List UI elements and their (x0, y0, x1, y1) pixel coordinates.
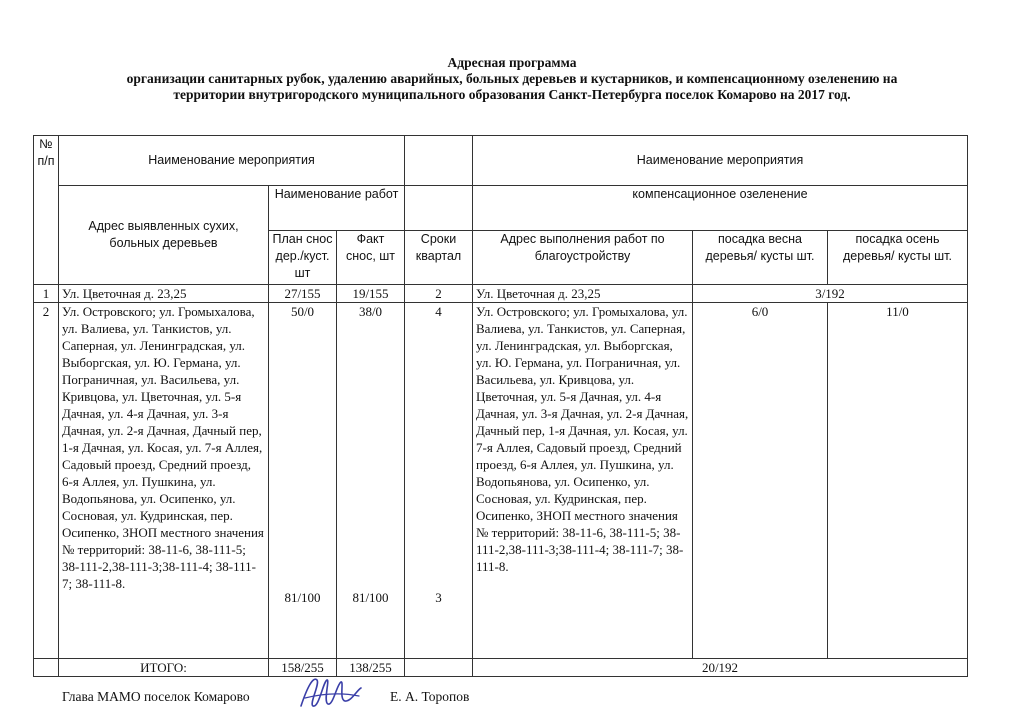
row-term: 2 (405, 285, 473, 303)
row-fact (337, 303, 405, 659)
row-num: 2 (34, 303, 59, 659)
row-plan-bottom: 81/100 (284, 590, 321, 605)
table-row (34, 303, 968, 659)
row-term-bottom: 3 (435, 590, 442, 605)
signature-image (295, 668, 365, 714)
total-fact: 138/255 (337, 659, 405, 677)
row-green: 3/192 (693, 285, 968, 303)
total-blank-2 (405, 659, 473, 677)
header-event-left: Наименование мероприятия (59, 136, 405, 186)
row-address-works: Ул. Цветочная д. 23,25 (473, 285, 693, 303)
title-line-1: Адресная программа (447, 55, 577, 70)
header-autumn: посадка осень деревья/ кусты шт. (828, 231, 968, 285)
header-works-name: Наименование работ (269, 186, 405, 231)
signatory-position: Глава МАМО поселок Комарово (62, 689, 250, 704)
title-line-2: организации санитарных рубок, удалению аварийных, больных деревьев и кустарников, и компенсационному озеленению на (126, 71, 898, 86)
title-line-3: территории внутригородского муниципального образования Санкт-Петербурга поселок Комарово на 2017 год. (173, 87, 851, 102)
header-fact: Факт снос, шт (337, 231, 405, 285)
table-row (34, 285, 968, 303)
header-address-sick: Адрес выявленных сухих, больных деревьев (59, 186, 269, 285)
signatory-name: Е. А. Торопов (390, 689, 470, 704)
header-spring: посадка весна деревья/ кусты шт. (693, 231, 828, 285)
row-plan-top: 50/0 (290, 304, 315, 319)
header-num: № п/п (34, 136, 59, 285)
row-autumn: 11/0 (828, 303, 968, 659)
header-blank (405, 136, 473, 186)
total-plan: 158/255 (269, 659, 337, 677)
row-plan (269, 303, 337, 659)
row-fact: 19/155 (337, 285, 405, 303)
row-address: Ул. Цветочная д. 23,25 (59, 285, 269, 303)
program-table (33, 135, 968, 677)
header-event-right: Наименование мероприятия (473, 136, 968, 186)
document-title (40, 55, 984, 103)
header-compensation: компенсационное озеленение (473, 186, 968, 231)
row-term (405, 303, 473, 659)
row-num: 1 (34, 285, 59, 303)
header-blank-2 (405, 186, 473, 231)
total-blank (34, 659, 59, 677)
header-plan: План снос дер./куст. шт (269, 231, 337, 285)
row-term-top: 4 (435, 304, 442, 319)
row-address-works: Ул. Островского; ул. Громыхалова, ул. Валиева, ул. Танкистов, ул. Саперная, ул. Ленинградская, ул. Выборгская, ул. Ю. Германа, ул. Пограничная, ул. Васильева, ул. Кривцова, ул. Цветочная, ул. 5-я Дачная, ул. 4-я Дачная, ул. 3-я Дачная, ул. 2-я Дачная, Дачный пер, 1-я Дачная, ул. Косая, ул. 7-я Аллея, Садовый проезд, Средний проезд, 6-я Аллея, ул. Пушкина, ул. Водопьянова, ул. Осипенко, ул. Сосновая, ул. Кудринская, пер. Осипенко, ЗНОП местного значения № территорий: 38-11-6, 38-111-5; 38-111-2,38-111-3;38-111-4; 38-111-7; 38-111-8. (473, 303, 693, 659)
header-terms: Сроки квартал (405, 231, 473, 285)
row-fact-top: 38/0 (358, 304, 383, 319)
row-address: Ул. Островского; ул. Громыхалова, ул. Валиева, ул. Танкистов, ул. Саперная, ул. Ленинградская, ул. Выборгская, ул. Ю. Германа, ул. Пограничная, ул. Васильева, ул. Кривцова, ул. Цветочная, ул. 5-я Дачная, ул. 4-я Дачная, ул. 3-я Дачная, ул. 2-я Дачная, Дачный пер, 1-я Дачная, ул. Косая, ул. 7-я Аллея, Садовый проезд, Средний проезд, 6-я Аллея, ул. Пушкина, ул. Водопьянова, ул. Осипенко, ул. Сосновая, ул. Кудринская, пер. Осипенко, ЗНОП местного значения № территорий: 38-11-6, 38-111-5; 38-111-2,38-111-3;38-111-4; 38-111-7; 38-111-8. (59, 303, 269, 659)
row-spring: 6/0 (693, 303, 828, 659)
total-row (34, 659, 968, 677)
total-label: ИТОГО: (59, 659, 269, 677)
header-address-works: Адрес выполнения работ по благоустройству (473, 231, 693, 285)
row-fact-bottom: 81/100 (352, 590, 389, 605)
total-green: 20/192 (473, 659, 968, 677)
row-plan: 27/155 (269, 285, 337, 303)
